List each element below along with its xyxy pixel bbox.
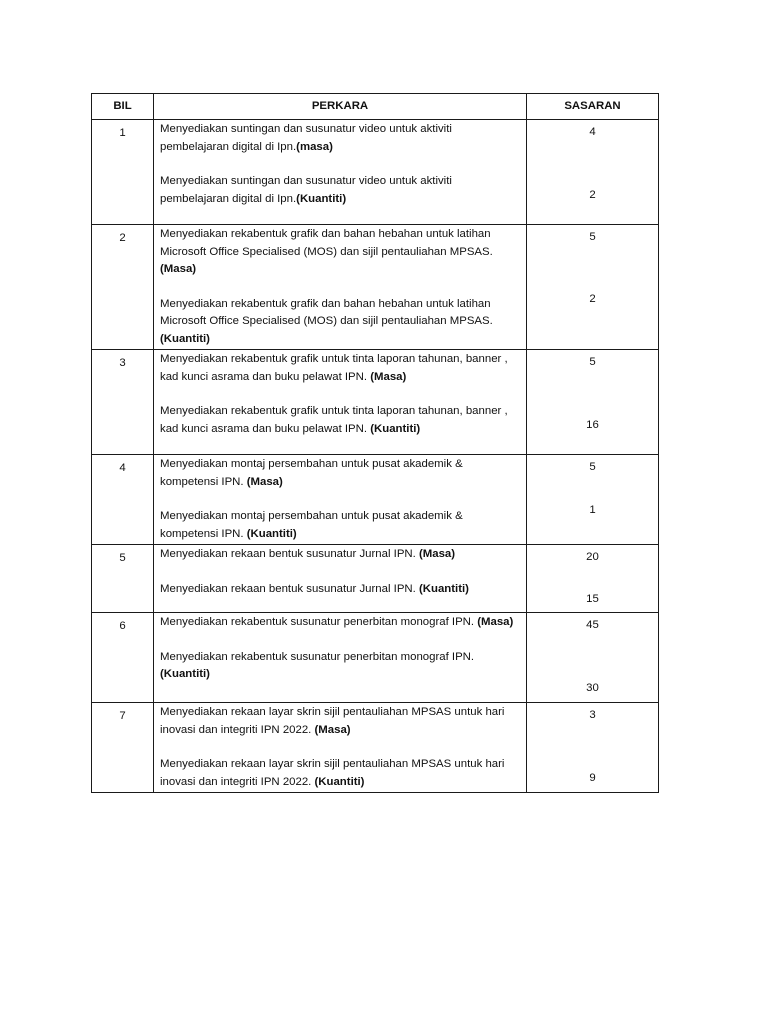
row-target: [527, 350, 659, 455]
item-kuantiti: [160, 508, 521, 543]
target-value-masa: 5: [589, 231, 596, 243]
table-row: [92, 120, 659, 225]
item-masa: [160, 546, 521, 564]
header-sasaran: SASARAN: [527, 94, 659, 120]
row-description: [154, 120, 527, 225]
item-tag: (Kuantiti): [370, 422, 421, 435]
table-row: [92, 455, 659, 545]
target-value-masa: 5: [589, 356, 596, 368]
table-row: [92, 225, 659, 350]
item-masa: [160, 614, 521, 632]
item-text: Menyediakan rekabentuk susunatur penerbitan monograf IPN.: [160, 616, 478, 628]
table-row: [92, 350, 659, 455]
item-tag: (Masa): [160, 263, 197, 275]
item-text: Menyediakan montaj persembahan untuk pusat akademik & kompetensi IPN.: [160, 458, 463, 488]
item-tag: (Masa): [314, 723, 351, 736]
item-kuantiti: [160, 403, 521, 438]
target-value-masa: 3: [589, 709, 596, 721]
row-number: 7: [92, 703, 154, 793]
item-tag: (Kuantiti): [160, 332, 210, 345]
target-value-masa: 4: [589, 126, 596, 138]
item-masa: [160, 456, 521, 491]
row-description: [154, 455, 527, 545]
target-value-masa: 20: [586, 551, 599, 563]
target-value-kuantiti: 2: [589, 293, 596, 305]
row-description: [154, 613, 527, 703]
item-kuantiti: [160, 581, 521, 599]
header-perkara: PERKARA: [154, 94, 527, 120]
row-target: [527, 225, 659, 350]
item-masa: [160, 121, 521, 156]
table-row: [92, 545, 659, 613]
row-number: 2: [92, 225, 154, 350]
target-value-kuantiti: 16: [586, 419, 599, 431]
row-target: [527, 120, 659, 225]
item-masa: [160, 704, 521, 739]
target-value-kuantiti: 30: [586, 682, 599, 694]
item-kuantiti: [160, 649, 521, 684]
row-number: 4: [92, 455, 154, 545]
item-masa: [160, 226, 521, 279]
row-number: 3: [92, 350, 154, 455]
item-text: Menyediakan rekabentuk susunatur penerbitan monograf IPN.: [160, 650, 475, 663]
item-tag: (Masa): [246, 475, 283, 488]
item-text: Menyediakan rekabentuk grafik dan bahan hebahan untuk latihan Microsoft Office Specialised (MOS) dan sijil pentauliahan MPSAS.: [160, 228, 493, 258]
item-kuantiti: [160, 173, 521, 208]
row-target: [527, 545, 659, 613]
target-value-kuantiti: 2: [589, 189, 596, 201]
item-text: Menyediakan montaj persembahan untuk pusat akademik & kompetensi IPN.: [160, 510, 463, 540]
target-value-masa: 45: [586, 619, 599, 631]
item-text: Menyediakan rekaan layar skrin sijil pentauliahan MPSAS untuk hari inovasi dan integriti IPN 2022.: [160, 706, 505, 736]
row-description: [154, 545, 527, 613]
item-masa: [160, 351, 521, 386]
row-number: 6: [92, 613, 154, 703]
item-kuantiti: [160, 756, 521, 791]
item-tag: (Kuantiti): [246, 527, 297, 540]
row-description: [154, 225, 527, 350]
item-kuantiti: [160, 296, 521, 349]
item-text: Menyediakan suntingan dan susunatur video untuk aktiviti pembelajaran digital di Ipn.: [160, 175, 452, 205]
item-text: Menyediakan suntingan dan susunatur video untuk aktiviti pembelajaran digital di Ipn.: [160, 123, 452, 153]
item-tag: (Masa): [477, 616, 514, 628]
item-text: Menyediakan rekaan layar skrin sijil pentauliahan MPSAS untuk hari inovasi dan integriti IPN 2022.: [160, 758, 505, 788]
item-tag: (masa): [296, 140, 333, 153]
row-target: [527, 703, 659, 793]
target-value-kuantiti: 15: [586, 593, 599, 605]
target-value-masa: 5: [589, 461, 596, 473]
header-bil: BIL: [92, 94, 154, 120]
row-target: [527, 455, 659, 545]
item-text: Menyediakan rekaan bentuk susunatur Jurnal IPN.: [160, 548, 419, 560]
item-tag: (Kuantiti): [296, 192, 347, 205]
table-row: [92, 613, 659, 703]
row-description: [154, 703, 527, 793]
item-text: Menyediakan rekaan bentuk susunatur Jurnal IPN.: [160, 582, 419, 595]
item-text: Menyediakan rekabentuk grafik untuk tinta laporan tahunan, banner , kad kunci asrama dan buku pelawat IPN.: [160, 405, 508, 435]
target-value-kuantiti: 1: [589, 504, 596, 516]
item-text: Menyediakan rekabentuk grafik untuk tinta laporan tahunan, banner , kad kunci asrama dan buku pelawat IPN.: [160, 353, 508, 383]
row-number: 1: [92, 120, 154, 225]
target-table: [91, 93, 659, 793]
item-tag: (Masa): [418, 548, 456, 560]
row-target: [527, 613, 659, 703]
table-row: [92, 703, 659, 793]
table-header-row: [92, 94, 659, 120]
item-tag: (Kuantiti): [314, 775, 365, 788]
item-text: Menyediakan rekabentuk grafik dan bahan hebahan untuk latihan Microsoft Office Specialised (MOS) dan sijil pentauliahan MPSAS.: [160, 297, 493, 327]
target-value-kuantiti: 9: [589, 772, 596, 784]
item-tag: (Kuantiti): [418, 582, 469, 595]
item-tag: (Masa): [370, 370, 407, 383]
row-number: 5: [92, 545, 154, 613]
item-tag: (Kuantiti): [160, 668, 210, 680]
row-description: [154, 350, 527, 455]
